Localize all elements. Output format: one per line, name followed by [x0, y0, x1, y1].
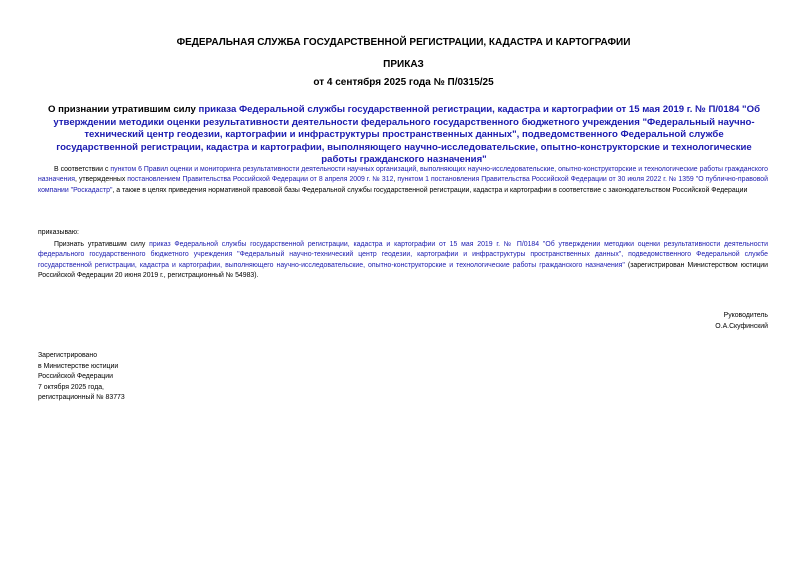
registration-line: Российской Федерации	[38, 373, 113, 381]
p1-text-1: В соответствии с	[54, 166, 111, 173]
document-title	[44, 104, 764, 167]
preamble-paragraph	[38, 165, 768, 196]
p1-link-decree-1359[interactable]: пунктом 1 постановления Правительства Российской Федерации от 30 июля 2022 г. № 1359 "О публично-правовой компании "Роскадастр"	[38, 176, 768, 194]
signatory-role: Руководитель	[723, 312, 768, 319]
p1-text-4: , а также в целях приведения нормативной правовой базы Федеральной службы государственной регистрации, кадастра и картографии в соответствие с законодательством Российской Федерации	[112, 186, 748, 194]
p1-link-decree-312[interactable]: постановлением Правительства Российской Федерации от 8 апреля 2009 г. № 312	[127, 176, 394, 184]
registration-block	[38, 351, 125, 404]
p1-link-rules[interactable]: пунктом 6 Правил оценки и мониторинга результативности деятельности научных организаций, выполняющих научно-исследовательские, опытно-конструкторские и технологические работы гражданского назначения	[38, 166, 768, 184]
order-command: приказываю:	[38, 229, 79, 236]
operative-paragraph	[38, 240, 768, 282]
title-prefix: О признании утратившим силу	[47, 104, 199, 115]
agency-name: ФЕДЕРАЛЬНАЯ СЛУЖБА ГОСУДАРСТВЕННОЙ РЕГИСТРАЦИИ, КАДАСТРА И КАРТОГРАФИИ	[176, 37, 631, 48]
p2-link-order[interactable]: приказ Федеральной службы государственной регистрации, кадастра и картографии от 15 мая 2019 г. № П/0184 "Об утверждении методики оценки результативности деятельности федерального государственного бюджетного учреждения "Федеральный научно-технический центр геодезии, картографии и инфраструктуры пространственных данных", подведомственного Федеральной службе государственной регистрации, кадастра и картографии, выполняющего научно-исследовательские, опытно-конструкторские и технологические работы гражданского назначения"	[38, 241, 768, 269]
p1-text-3: ,	[393, 176, 398, 184]
registration-line: регистрационный № 83773	[38, 394, 125, 402]
title-link[interactable]: приказа Федеральной службы государственной регистрации, кадастра и картографии от 15 мая 2019 г. № П/0184 "Об утверждении методики оценки результативности деятельности федерального государственного бюджетного учреждения "Федеральный научно-технический центр геодезии, картографии и инфраструктуры пространственных данных", подведомственного Федеральной службе государственной регистрации, кадастра и картографии, выполняющего научно-исследовательские, опытно-конструкторские и технологические работы гражданского назначения"	[53, 104, 760, 166]
p2-text-2: (зарегистрирован Министерством юстиции Российской Федерации 20 июня 2019 г., регистрационный № 54983).	[38, 261, 768, 280]
order-heading: ПРИКАЗ	[383, 59, 424, 70]
p2-text-1: Признать утратившим силу	[54, 241, 150, 248]
order-date: от 4 сентября 2025 года № П/0315/25	[313, 77, 494, 88]
registration-line: 7 октября 2025 года,	[38, 383, 104, 391]
signatory-name: О.А.Скуфинский	[715, 323, 768, 330]
registration-line: Зарегистрировано	[38, 352, 98, 359]
p1-text-2: , утвержденных	[75, 176, 128, 184]
registration-line: в Министерстве юстиции	[38, 362, 119, 370]
